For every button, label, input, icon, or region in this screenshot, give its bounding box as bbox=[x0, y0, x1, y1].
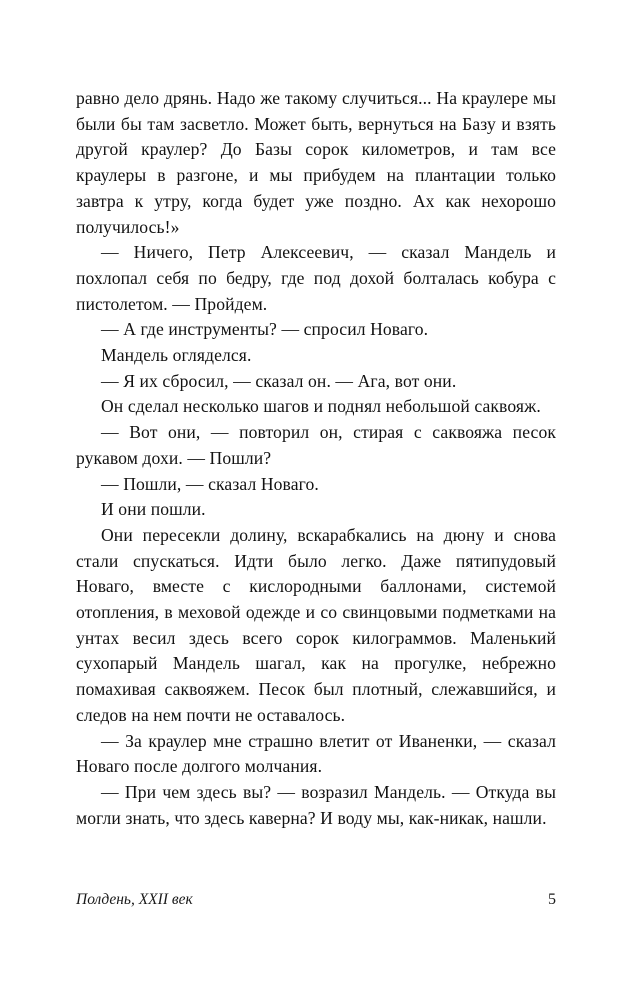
running-title: Полдень, XXII век bbox=[76, 891, 193, 908]
paragraph: И они пошли. bbox=[101, 499, 206, 520]
body-text bbox=[76, 86, 556, 831]
paragraph: Он сделал несколько шагов и поднял небольшой саквояж. bbox=[101, 396, 541, 417]
page-number: 5 bbox=[548, 891, 556, 908]
paragraph: Мандель огляделся. bbox=[101, 345, 252, 366]
paragraph: — Я их сбросил, — сказал он. — Ага, вот они. bbox=[101, 370, 457, 391]
page-footer bbox=[76, 891, 556, 909]
paragraph: — Ничего, Петр Алексеевич, — сказал Мандель и похлопал себя по бедру, где под дохой болталась кобура с пистолетом. — Пройдем. bbox=[76, 242, 556, 314]
paragraph: — А где инструменты? — спросил Новаго. bbox=[101, 319, 429, 340]
paragraph: — При чем здесь вы? — возразил Мандель. — Откуда вы могли знать, что здесь каверна? И воду мы, как-никак, нашли. bbox=[76, 781, 556, 828]
paragraph: Они пересекли долину, вскарабкались на дюну и снова стали спускаться. Идти было легко. Даже пятипудовый Новаго, вместе с кислородными баллонами, системой отопления, в меховой одежде и со свинцовыми подметками на унтах весил здесь всего сорок килограммов. Маленький сухопарый Мандель шагал, как на прогулке, небрежно помахивая саквояжем. Песок был плотный, слежавшийся, и следов на нем почти не оставалось. bbox=[76, 524, 556, 725]
paragraph: — Вот они, — повторил он, стирая с саквояжа песок рукавом дохи. — Пошли? bbox=[76, 422, 556, 468]
paragraph: — За краулер мне страшно влетит от Иваненки, — сказал Новаго после долгого молчания. bbox=[76, 730, 556, 777]
paragraph: равно дело дрянь. Надо же такому случиться... На краулере мы были бы там засветло. Может быть, вернуться на Базу и взять другой краулер? До Базы сорок километров, и там все краулеры в разгоне, и мы прибудем на плантации только завтра к утру, когда будет уже поздно. Ах как нехорошо получилось!» bbox=[76, 88, 556, 237]
paragraph: — Пошли, — сказал Новаго. bbox=[101, 473, 319, 494]
